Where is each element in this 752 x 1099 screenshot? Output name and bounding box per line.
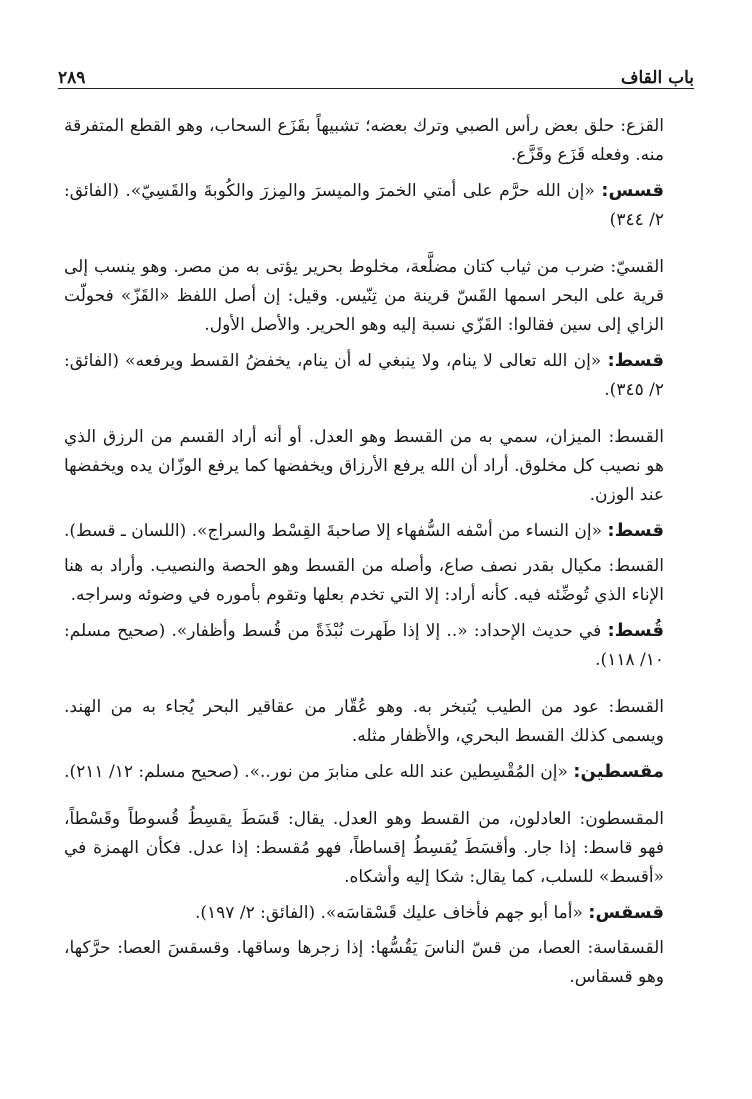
definition-paragraph: القسط: عود من الطيب يُتبخر به. وهو عُقّار من عقاقير البحر يُجاء به من الهند. ويسمى كذلك القسط البحري، والأظفار مثله.: [64, 697, 664, 746]
hadith-entry: [64, 346, 686, 405]
definition-paragraph: القسط: مكيال بقدر نصف صاع، وأصله من القسط وهو الحصة والنصيب. وأراد به هنا الإناء الذي تُوضِّئه فيه. كأنه أراد: إلا التي تخدم بعلها وتقوم بأموره في وضوئه وسراجه.: [64, 556, 664, 605]
headword: قسس:: [601, 180, 665, 201]
hadith-text: «إن النساء من أسْفه السُّفهاء إلا صاحبةَ القِسْط والسراج». (اللسان ـ قسط).: [64, 521, 603, 541]
headword: قسط:: [607, 350, 665, 371]
definition-paragraph: القسط: الميزان، سمي به من القسط وهو العدل. أو أنه أراد القسم من الرزق الذي هو نصيب كل مخلوق. أراد أن الله يرفع الأرزاق ويخفضها كما يرفع الوزّان يده ويخفضها عند الوزن.: [64, 427, 664, 505]
definition-paragraph: القسيّ: ضرب من ثياب كتان مضلَّعة، مخلوط بحرير يؤتى به من مصر. وهو ينسب إلى قرية على البحر اسمها القَسّ قرينة من تِنّيس. وقيل: إن أصل اللفظ «القَزّ» فحولّت الزاي إلى سين فقالوا: القَزّي نسبة إليه وهو الحرير. والأصل الأول.: [64, 257, 664, 335]
hadith-text: في حديث الإحداد: «.. إلا إذا طَهرت نُبْذَةً من قُسط وأظفار». (صحيح مسلم: ١٠/ ١١٨).: [64, 621, 664, 670]
page-body: [64, 112, 686, 992]
headword: قُسط:: [607, 620, 665, 641]
headword: قسقس:: [588, 902, 664, 923]
chapter-title: باب القاف: [620, 68, 694, 88]
definition-paragraph: القزع: حلق بعض رأس الصبي وترك بعضه؛ تشبيهاً بقَزَع السحاب، وهو القطع المتفرقة منه. وفعله قَزَع وقَزَّع.: [64, 116, 664, 165]
hadith-text: «أما أبو جهم فأخاف عليك قَسْقاسَه». (الفائق: ٢/ ١٩٧).: [194, 903, 583, 923]
hadith-entry: [64, 898, 686, 928]
page-number: ٢٨٩: [58, 68, 86, 88]
header-rule: [58, 88, 694, 89]
hadith-text: «إن الله تعالى لا ينام، ولا ينبغي له أن ينام، يخفضُ القسط ويرفعه» (الفائق: ٢/ ٣٤٥).: [64, 351, 664, 400]
definition-paragraph: المقسطون: العادلون، من القسط وهو العدل. يقال: قَسَطَ يقسِطُ قُسوطاً وقَسْطاً، فهو قاسط: إذا جار. وأقسَطَ يُقسِطُ إقساطاً، فهو مُقسط: إذا عدل. فكأن الهمزة في «أقسط» للسلب، كما يقال: شكا إليه وأشكاه.: [64, 809, 664, 887]
definition-paragraph: القسقاسة: العصا، من قسّ الناسَ يَقُسُّها: إذا زجرها وساقها. وقسقسَ العصا: حرَّكها، وهو قسقاس.: [64, 938, 664, 987]
hadith-entry: [64, 176, 686, 235]
hadith-entry: [64, 516, 686, 546]
hadith-text: «إن المُقْسِطين عند الله على منابرَ من نور..». (صحيح مسلم: ١٢/ ٢١١).: [64, 762, 568, 782]
headword: قسط:: [607, 520, 664, 541]
hadith-entry: [64, 757, 686, 787]
page-header: [58, 58, 694, 88]
headword: مقسطين:: [573, 761, 664, 782]
hadith-text: «إن الله حرَّم على أمتي الخمرَ والميسرَ والمِزرَ والكُوبةَ والقَسِيّ». (الفائق: ٢/ ٣٤٤): [64, 181, 664, 230]
hadith-entry: [64, 616, 686, 675]
